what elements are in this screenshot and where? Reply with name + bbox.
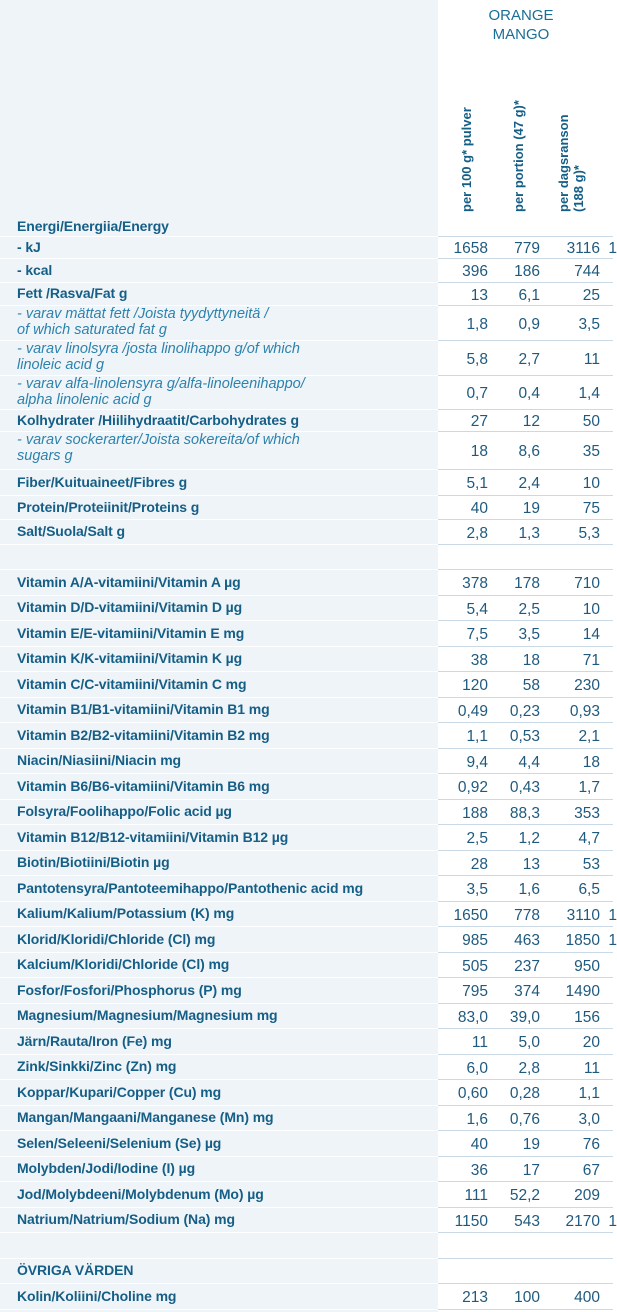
row-label-text: Pantotensyra/Pantoteemihappo/Pantothenic acid mg xyxy=(17,879,364,896)
row-label xyxy=(17,931,215,948)
row-label-text: Kalium/Kalium/Potassium (K) mg xyxy=(17,905,235,921)
value-per-portion: 1,6 xyxy=(518,881,540,898)
row-label xyxy=(17,727,270,744)
value-per-100g: 18 xyxy=(470,443,488,460)
table-row xyxy=(0,410,613,432)
value-per-day: 35 xyxy=(582,443,600,460)
value-per-day: 75 xyxy=(582,500,600,517)
value-per-100g: 396 xyxy=(462,263,488,280)
value-per-day: 25 xyxy=(582,286,600,304)
value-per-portion: 186 xyxy=(514,263,540,280)
row-label xyxy=(17,499,199,516)
value-per-portion: 58 xyxy=(522,677,540,694)
row-label xyxy=(17,306,268,338)
table-row xyxy=(0,217,613,237)
row-label-text: Biotin/Biotiini/Biotin µg xyxy=(17,854,170,870)
row-label xyxy=(17,752,181,769)
value-per-portion: 463 xyxy=(514,932,540,949)
value-per-portion: 0,28 xyxy=(509,1085,540,1102)
row-label-text: Vitamin B6/B6-vitamiini/Vitamin B6 mg xyxy=(17,777,270,794)
table-row xyxy=(0,698,613,723)
value-per-portion: 52,2 xyxy=(509,1187,540,1204)
row-label xyxy=(17,1058,176,1075)
value-per-100g: 111 xyxy=(464,1187,488,1204)
row-label xyxy=(17,1160,195,1177)
row-label xyxy=(17,1109,274,1126)
value-per-portion: 1,3 xyxy=(518,524,540,542)
value-per-day: 11 xyxy=(583,1059,600,1077)
table-row xyxy=(0,1284,613,1310)
row-label-text: Kolhydrater /Hiilihydraatit/Carbohydrates g xyxy=(17,411,299,428)
table-row xyxy=(0,927,617,953)
value-per-100g: 1,8 xyxy=(466,315,488,333)
value-per-100g: 378 xyxy=(462,575,488,592)
table-row xyxy=(0,902,617,927)
row-label xyxy=(17,285,127,302)
table-row xyxy=(0,341,613,376)
value-per-100g: 5,1 xyxy=(466,475,488,492)
value-per-portion: 2,5 xyxy=(518,600,540,618)
row-label-text: Fosfor/Fosfori/Phosphorus (P) mg xyxy=(17,981,242,998)
value-per-portion: 3,5 xyxy=(518,626,540,643)
value-per-100g: 2,5 xyxy=(466,830,488,847)
row-label xyxy=(17,376,305,408)
table-row xyxy=(0,376,613,410)
row-label-text: Natrium/Natrium/Sodium (Na) mg xyxy=(17,1211,235,1227)
table-row xyxy=(0,1055,613,1080)
row-label-text: Kolin/Koliini/Choline mg xyxy=(17,1287,177,1304)
cut-off-value-fragment: 1 xyxy=(608,1212,617,1230)
value-per-portion: 4,4 xyxy=(518,753,540,771)
value-per-day: 76 xyxy=(582,1136,600,1153)
value-per-day: 11 xyxy=(583,350,600,368)
value-per-portion: 0,4 xyxy=(518,385,540,402)
row-divider xyxy=(438,1309,613,1310)
value-per-100g: 213 xyxy=(462,1289,488,1306)
table-row xyxy=(0,851,613,876)
value-per-100g: 6,0 xyxy=(466,1059,488,1077)
table-row xyxy=(0,520,613,545)
value-per-portion: 2,7 xyxy=(518,350,540,368)
value-per-portion: 39,0 xyxy=(509,1008,540,1026)
row-label-text: - varav linolsyra /josta linolihappo g/of which xyxy=(17,341,300,357)
value-per-portion: 2,4 xyxy=(518,475,540,492)
row-label-text: Vitamin K/K-vitamiini/Vitamin K µg xyxy=(17,650,243,666)
value-per-100g: 795 xyxy=(462,983,488,1000)
value-per-day: 3116 xyxy=(566,240,600,257)
row-label-text: Kalcium/Kloridi/Chloride (Cl) mg xyxy=(17,956,230,972)
value-per-100g: 0,60 xyxy=(457,1085,488,1102)
row-label-text: Fett /Rasva/Fat g xyxy=(17,285,128,301)
table-row xyxy=(0,470,613,496)
table-row xyxy=(0,1259,613,1284)
value-per-portion: 5,0 xyxy=(518,1034,540,1051)
value-per-day: 1,7 xyxy=(578,779,600,796)
table-row xyxy=(0,1182,613,1208)
value-per-portion: 18 xyxy=(522,651,540,669)
value-per-day: 1,4 xyxy=(578,385,600,402)
value-per-100g: 9,4 xyxy=(466,753,488,771)
row-label-text: Järn/Rauta/Iron (Fe) mg xyxy=(17,1032,172,1049)
table-row xyxy=(0,570,613,596)
value-per-100g: 40 xyxy=(470,500,488,517)
row-label xyxy=(17,1186,264,1203)
row-label xyxy=(17,599,242,616)
value-per-100g: 505 xyxy=(462,957,488,975)
table-row xyxy=(0,953,613,978)
value-per-day: 156 xyxy=(574,1008,600,1026)
row-label-text-line2: alpha linolenic acid g xyxy=(17,392,152,408)
row-label-text: - varav mättat fett /Joista tyydyttyneitä / xyxy=(17,306,269,322)
table-row xyxy=(0,1106,613,1131)
table-row xyxy=(0,596,613,621)
row-label-text: Koppar/Kupari/Copper (Cu) mg xyxy=(17,1083,222,1100)
value-per-100g: 38 xyxy=(470,651,488,669)
value-per-100g: 40 xyxy=(470,1136,488,1153)
value-per-day: 14 xyxy=(582,626,600,643)
table-row xyxy=(0,432,613,470)
row-label xyxy=(17,432,300,464)
row-label xyxy=(17,982,242,999)
value-per-100g: 5,4 xyxy=(466,600,488,618)
value-per-day: 353 xyxy=(574,804,600,822)
value-per-portion: 2,8 xyxy=(518,1059,540,1077)
value-per-100g: 120 xyxy=(462,677,488,694)
product-name-line1: ORANGE xyxy=(488,7,554,24)
value-per-day: 20 xyxy=(582,1034,600,1051)
row-label xyxy=(17,341,300,373)
row-label-text: Magnesium/Magnesium/Magnesium mg xyxy=(17,1007,278,1023)
table-row xyxy=(0,621,613,647)
value-per-portion: 0,76 xyxy=(509,1110,540,1128)
table-row xyxy=(0,306,613,341)
column-header-per-day-line2: (188 g)* xyxy=(571,165,586,212)
row-label xyxy=(17,676,246,693)
product-name-line2: MANGO xyxy=(492,26,550,43)
row-label-text: Salt/Suola/Salt g xyxy=(17,523,125,539)
row-label xyxy=(17,854,170,871)
row-label xyxy=(17,1211,235,1228)
value-per-day: 1490 xyxy=(565,983,600,1000)
value-per-day: 50 xyxy=(582,413,600,430)
value-per-100g: 985 xyxy=(462,932,488,949)
value-per-100g: 2,8 xyxy=(466,524,488,542)
row-label xyxy=(17,1033,172,1050)
table-row xyxy=(0,774,613,800)
row-label-text-line2: of which saturated fat g xyxy=(17,322,167,338)
row-label xyxy=(17,1288,176,1305)
column-header-per-portion: per portion (47 g)* xyxy=(511,100,526,212)
value-per-portion: 178 xyxy=(514,575,540,592)
value-per-day: 2170 xyxy=(565,1212,600,1230)
row-label xyxy=(17,701,270,718)
row-label-text: - kJ xyxy=(17,238,41,255)
value-per-day: 10 xyxy=(582,600,600,618)
row-label xyxy=(17,239,41,256)
table-row xyxy=(0,496,613,520)
row-label-text: Vitamin D/D-vitamiini/Vitamin D µg xyxy=(17,599,243,615)
value-per-100g: 0,92 xyxy=(457,779,488,796)
value-per-100g: 36 xyxy=(470,1161,488,1179)
value-per-100g: 13 xyxy=(470,286,488,304)
value-per-day: 0,93 xyxy=(569,702,600,720)
value-per-portion: 543 xyxy=(514,1212,540,1230)
row-label-text: ÖVRIGA VÄRDEN xyxy=(17,1262,134,1278)
table-row xyxy=(0,1029,613,1055)
row-label-text: Vitamin B12/B12-vitamiini/Vitamin B12 µg xyxy=(17,828,289,845)
row-label xyxy=(17,880,363,897)
row-label-text: - varav alfa-linolensyra g/alfa-linoleenihappo/ xyxy=(17,376,305,392)
cut-off-value-fragment: 1 xyxy=(608,906,617,924)
value-per-portion: 8,6 xyxy=(518,443,540,460)
value-per-day: 3,0 xyxy=(578,1110,600,1128)
value-per-day: 1,1 xyxy=(578,1085,600,1102)
row-label-text: Mangan/Mangaani/Manganese (Mn) mg xyxy=(17,1109,274,1125)
value-per-day: 5,3 xyxy=(578,524,600,542)
value-per-100g: 3,5 xyxy=(466,881,488,898)
value-per-100g: 1658 xyxy=(453,240,488,257)
table-row xyxy=(0,876,613,902)
value-per-portion: 0,23 xyxy=(509,702,540,720)
row-label xyxy=(17,1084,221,1101)
row-label-text: Klorid/Kloridi/Chloride (Cl) mg xyxy=(17,930,216,947)
value-per-day: 3110 xyxy=(566,906,600,924)
value-per-portion: 12 xyxy=(522,413,540,430)
table-row xyxy=(0,1080,613,1106)
value-per-day: 744 xyxy=(574,263,600,280)
row-label-text: Selen/Seleeni/Selenium (Se) µg xyxy=(17,1134,222,1151)
row-label xyxy=(17,218,169,235)
row-label xyxy=(17,650,242,667)
value-per-100g: 5,8 xyxy=(466,350,488,368)
value-per-portion: 13 xyxy=(522,855,540,873)
row-label-text-line2: linoleic acid g xyxy=(17,357,105,373)
column-header-per-100g: per 100 g* pulver xyxy=(459,107,474,212)
value-per-day: 3,5 xyxy=(578,315,600,333)
value-per-100g: 11 xyxy=(471,1034,488,1051)
row-label-text: Vitamin C/C-vitamiini/Vitamin C mg xyxy=(17,675,247,692)
row-label-text: - varav sockerarter/Joista sokereita/of which xyxy=(17,432,300,448)
table-row xyxy=(0,1157,613,1182)
value-per-portion: 0,43 xyxy=(509,779,540,796)
table-row xyxy=(0,1208,617,1233)
value-per-100g: 28 xyxy=(470,855,488,873)
value-per-100g: 83,0 xyxy=(457,1008,488,1026)
row-label xyxy=(17,803,232,820)
row-label xyxy=(17,956,229,973)
value-per-portion: 0,9 xyxy=(518,315,540,333)
row-label xyxy=(17,412,299,429)
table-spacer-row xyxy=(0,545,613,570)
table-row xyxy=(0,825,613,851)
value-per-portion: 19 xyxy=(522,500,540,517)
value-per-day: 710 xyxy=(574,575,600,592)
value-per-portion: 17 xyxy=(522,1161,540,1179)
row-label-text: - kcal xyxy=(17,261,53,278)
row-label xyxy=(17,523,125,540)
value-per-portion: 778 xyxy=(514,906,540,924)
row-label-text: Vitamin B2/B2-vitamiini/Vitamin B2 mg xyxy=(17,726,270,743)
table-row xyxy=(0,723,613,749)
value-per-day: 67 xyxy=(582,1161,600,1179)
row-label xyxy=(17,1262,133,1279)
value-per-100g: 188 xyxy=(462,804,488,822)
value-per-portion: 374 xyxy=(514,983,540,1000)
row-label xyxy=(17,625,244,642)
row-label-text: Jod/Molybdeeni/Molybdenum (Mo) µg xyxy=(17,1185,264,1202)
value-per-day: 230 xyxy=(574,677,600,694)
value-per-day: 2,1 xyxy=(578,728,600,745)
row-label-text: Niacin/Niasiini/Niacin mg xyxy=(17,752,181,768)
row-label-text: Vitamin E/E-vitamiini/Vitamin E mg xyxy=(17,624,245,641)
table-row xyxy=(0,978,613,1004)
value-per-portion: 0,53 xyxy=(509,728,540,745)
column-header-per-day-line1: per dagsranson xyxy=(556,114,571,212)
row-label xyxy=(17,778,270,795)
value-per-100g: 1150 xyxy=(454,1212,488,1230)
value-per-portion: 779 xyxy=(514,240,540,257)
table-row xyxy=(0,1131,613,1157)
value-per-100g: 7,5 xyxy=(466,626,488,643)
row-label-text: Vitamin A/A-vitamiini/Vitamin A µg xyxy=(17,573,241,590)
table-row xyxy=(0,1004,613,1029)
value-per-day: 10 xyxy=(582,475,600,492)
table-row xyxy=(0,672,613,698)
row-label xyxy=(17,829,288,846)
row-label-text: Folsyra/Foolihappo/Folic acid µg xyxy=(17,803,232,819)
value-per-day: 209 xyxy=(574,1187,600,1204)
value-per-100g: 1650 xyxy=(453,906,488,924)
cut-off-value-fragment: 1 xyxy=(608,240,617,257)
value-per-portion: 88,3 xyxy=(509,804,540,822)
value-per-100g: 1,1 xyxy=(466,728,488,745)
row-label xyxy=(17,574,241,591)
table-spacer-row xyxy=(0,1233,613,1259)
value-per-100g: 1,6 xyxy=(466,1110,488,1128)
row-label-text: Protein/Proteiinit/Proteins g xyxy=(17,498,200,515)
value-per-portion: 6,1 xyxy=(518,286,540,304)
row-label xyxy=(17,474,187,491)
value-per-day: 400 xyxy=(574,1289,600,1306)
row-label-text: Zink/Sinkki/Zinc (Zn) mg xyxy=(17,1058,177,1074)
table-row xyxy=(0,283,613,306)
cut-off-value-fragment: 1 xyxy=(608,932,617,949)
row-label-text-line2: sugars g xyxy=(17,448,73,464)
column-header-per-day xyxy=(556,114,586,212)
value-per-day: 4,7 xyxy=(578,830,600,847)
table-row xyxy=(0,749,613,774)
value-per-portion: 19 xyxy=(522,1136,540,1153)
table-row xyxy=(0,800,613,825)
row-label xyxy=(17,1135,221,1152)
product-name xyxy=(461,6,581,44)
value-per-portion: 237 xyxy=(514,957,540,975)
table-row xyxy=(0,647,613,672)
value-per-day: 950 xyxy=(574,957,600,975)
value-per-100g: 0,7 xyxy=(466,385,488,402)
row-label xyxy=(17,262,52,279)
row-label-text: Molybden/Jodi/Iodine (I) µg xyxy=(17,1160,196,1176)
row-label xyxy=(17,1007,278,1024)
row-label xyxy=(17,905,234,922)
value-per-portion: 1,2 xyxy=(518,830,540,847)
row-label-text: Fiber/Kuituaineet/Fibres g xyxy=(17,473,188,490)
row-label-text: Energi/Energiia/Energy xyxy=(17,217,169,234)
value-per-100g: 27 xyxy=(470,413,488,430)
table-row xyxy=(0,259,613,283)
value-per-day: 1850 xyxy=(565,932,600,949)
value-per-day: 6,5 xyxy=(578,881,600,898)
value-per-day: 53 xyxy=(582,855,600,873)
row-label-text: Vitamin B1/B1-vitamiini/Vitamin B1 mg xyxy=(17,701,270,717)
value-per-day: 18 xyxy=(582,753,600,771)
value-per-day: 71 xyxy=(582,651,600,669)
value-per-portion: 100 xyxy=(514,1289,540,1306)
table-row xyxy=(0,237,617,259)
value-per-100g: 0,49 xyxy=(457,702,488,720)
